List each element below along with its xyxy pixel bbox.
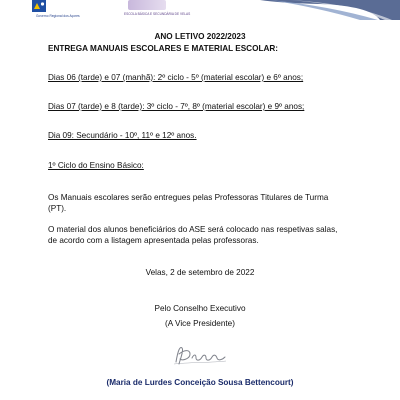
government-logo xyxy=(30,0,110,20)
schedule-line-3: Dia 09: Secundário - 10º, 11º e 12º anos. xyxy=(48,131,197,140)
paragraph-2-line-1: O material dos alunos beneficiários do ASE será colocado nas respetivas salas, xyxy=(48,225,338,234)
azores-emblem-icon xyxy=(32,0,46,12)
year-title: ANO LETIVO 2022/2023 xyxy=(154,32,246,41)
header-decoration-icon xyxy=(260,0,400,20)
paragraph-1-line-2: (PT). xyxy=(48,204,67,213)
signoff: Pelo Conselho Executivo xyxy=(154,304,246,313)
header xyxy=(0,0,400,22)
schedule-line-1: Dias 06 (tarde) e 07 (manhã): 2º ciclo - 5º (material escolar) e 6º anos; xyxy=(48,73,304,82)
signatory-name: (Maria de Lurdes Conceição Sousa Bettencourt) xyxy=(106,378,294,387)
schedule-line-2: Dias 07 (tarde) e 8 (tarde): 3º ciclo - 7º, 8º (material escolar) e 9º anos; xyxy=(48,102,305,111)
school-logo-mark xyxy=(128,0,166,10)
place-date: Velas, 2 de setembro de 2022 xyxy=(145,268,255,277)
signoff-role: (A Vice Presidente) xyxy=(165,319,235,328)
handwritten-signature xyxy=(170,340,230,368)
primary-cycle-heading: 1º Ciclo do Ensino Básico: xyxy=(48,161,144,170)
subject-heading: ENTREGA MANUAIS ESCOLARES E MATERIAL ESCOLAR: xyxy=(48,44,279,53)
paragraph-2-line-2: de acordo com a listagem apresentada pelas professoras. xyxy=(48,236,259,245)
paragraph-1-line-1: Os Manuais escolares serão entregues pelas Professoras Titulares de Turma xyxy=(48,193,329,202)
government-logo-text: Governo Regional dos Açores xyxy=(36,14,80,18)
school-logo xyxy=(122,0,191,20)
school-logo-text: ESCOLA BÁSICA E SECUNDÁRIA DE VELAS xyxy=(124,12,191,16)
